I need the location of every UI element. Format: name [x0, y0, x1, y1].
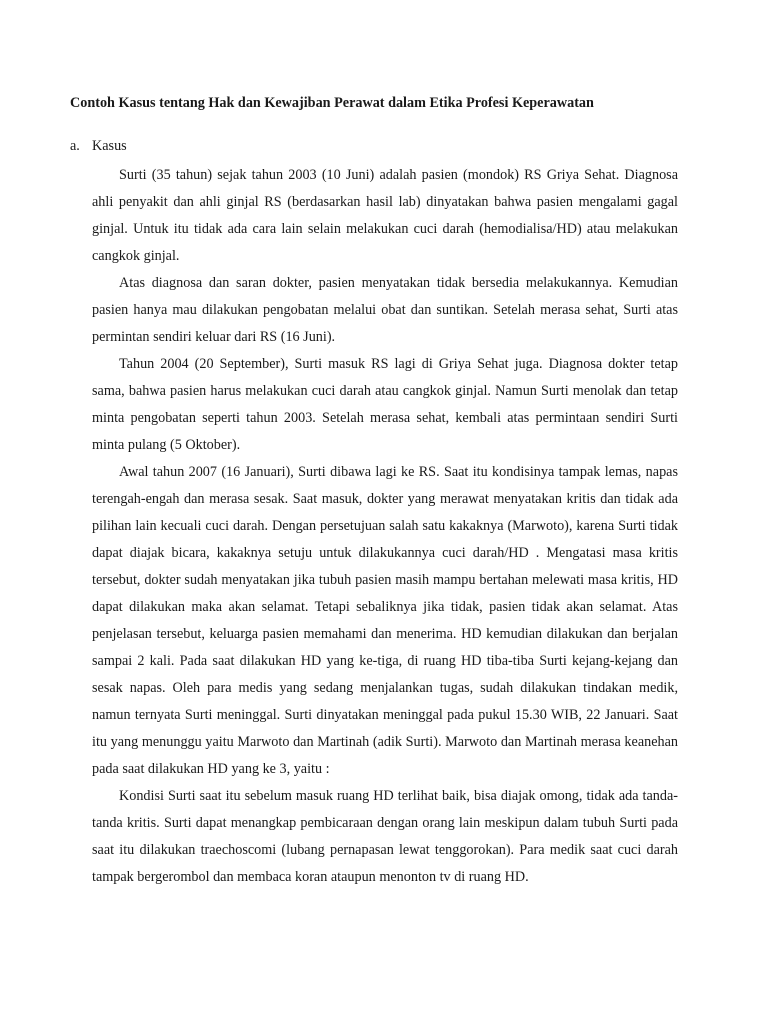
- paragraph: Tahun 2004 (20 September), Surti masuk RS lagi di Griya Sehat juga. Diagnosa dokter tetap sama, bahwa pasien harus melakukan cuci darah atau cangkok ginjal. Namun Surti menolak dan tetap minta pengobatan seperti tahun 2003. Setelah merasa sehat, kembali atas permintaan sendiri Surti minta pulang (5 Oktober).: [92, 356, 678, 453]
- document-body: [92, 162, 678, 891]
- section-heading: [70, 137, 127, 155]
- paragraph: Kondisi Surti saat itu sebelum masuk ruang HD terlihat baik, bisa diajak omong, tidak ada tanda-tanda kritis. Surti dapat menangkap pembicaraan dengan orang lain meskipun dalam tubuh Surti pada saat itu dilakukan traechoscomi (lubang pernapasan lewat tenggorokan). Para medik saat cuci darah tampak bergerombol dan membaca koran ataupun menonton tv di ruang HD.: [92, 788, 678, 885]
- section-heading-text: Kasus: [92, 138, 127, 154]
- paragraph: Surti (35 tahun) sejak tahun 2003 (10 Juni) adalah pasien (mondok) RS Griya Sehat. Diagnosa ahli penyakit dan ahli ginjal RS (berdasarkan hasil lab) dinyatakan bahwa pasien mengalami gagal ginjal. Untuk itu tidak ada cara lain selain melakukan cuci darah (hemodialisa/HD) atau melakukan cangkok ginjal.: [92, 167, 678, 264]
- paragraph: Awal tahun 2007 (16 Januari), Surti dibawa lagi ke RS. Saat itu kondisinya tampak lemas, napas terengah-engah dan merasa sesak. Saat masuk, dokter yang merawat menyatakan kritis dan tidak ada pilihan lain kecuali cuci darah. Dengan persetujuan salah satu kakaknya (Marwoto), karena Surti tidak dapat diajak bicara, kakaknya setuju untuk dilakukannya cuci darah/HD . Mengatasi masa kritis tersebut, dokter sudah menyatakan jika tubuh pasien masih mampu bertahan melewati masa kritis, HD dapat dilakukan maka akan selamat. Tetapi sebaliknya jika tidak, pasien tidak akan selamat. Atas penjelasan tersebut, keluarga pasien memahami dan menerima. HD kemudian dilakukan dan berjalan sampai 2 kali. Pada saat dilakukan HD yang ke-tiga, di ruang HD tiba-tiba Surti kejang-kejang dan sesak napas. Oleh para medis yang sedang menjalankan tugas, sudah dilakukan tindakan medik, namun ternyata Surti meninggal. Surti dinyatakan meninggal pada pukul 15.30 WIB, 22 Januari. Saat itu yang menunggu yaitu Marwoto dan Martinah (adik Surti). Marwoto dan Martinah merasa keanehan pada saat dilakukan HD yang ke 3, yaitu :: [92, 464, 678, 777]
- section-marker: a.: [70, 138, 80, 154]
- paragraph: Atas diagnosa dan saran dokter, pasien menyatakan tidak bersedia melakukannya. Kemudian pasien hanya mau dilakukan pengobatan melalui obat dan suntikan. Setelah merasa sehat, Surti atas permintan sendiri keluar dari RS (16 Juni).: [92, 275, 678, 345]
- document-title: Contoh Kasus tentang Hak dan Kewajiban Perawat dalam Etika Profesi Keperawatan: [70, 95, 594, 111]
